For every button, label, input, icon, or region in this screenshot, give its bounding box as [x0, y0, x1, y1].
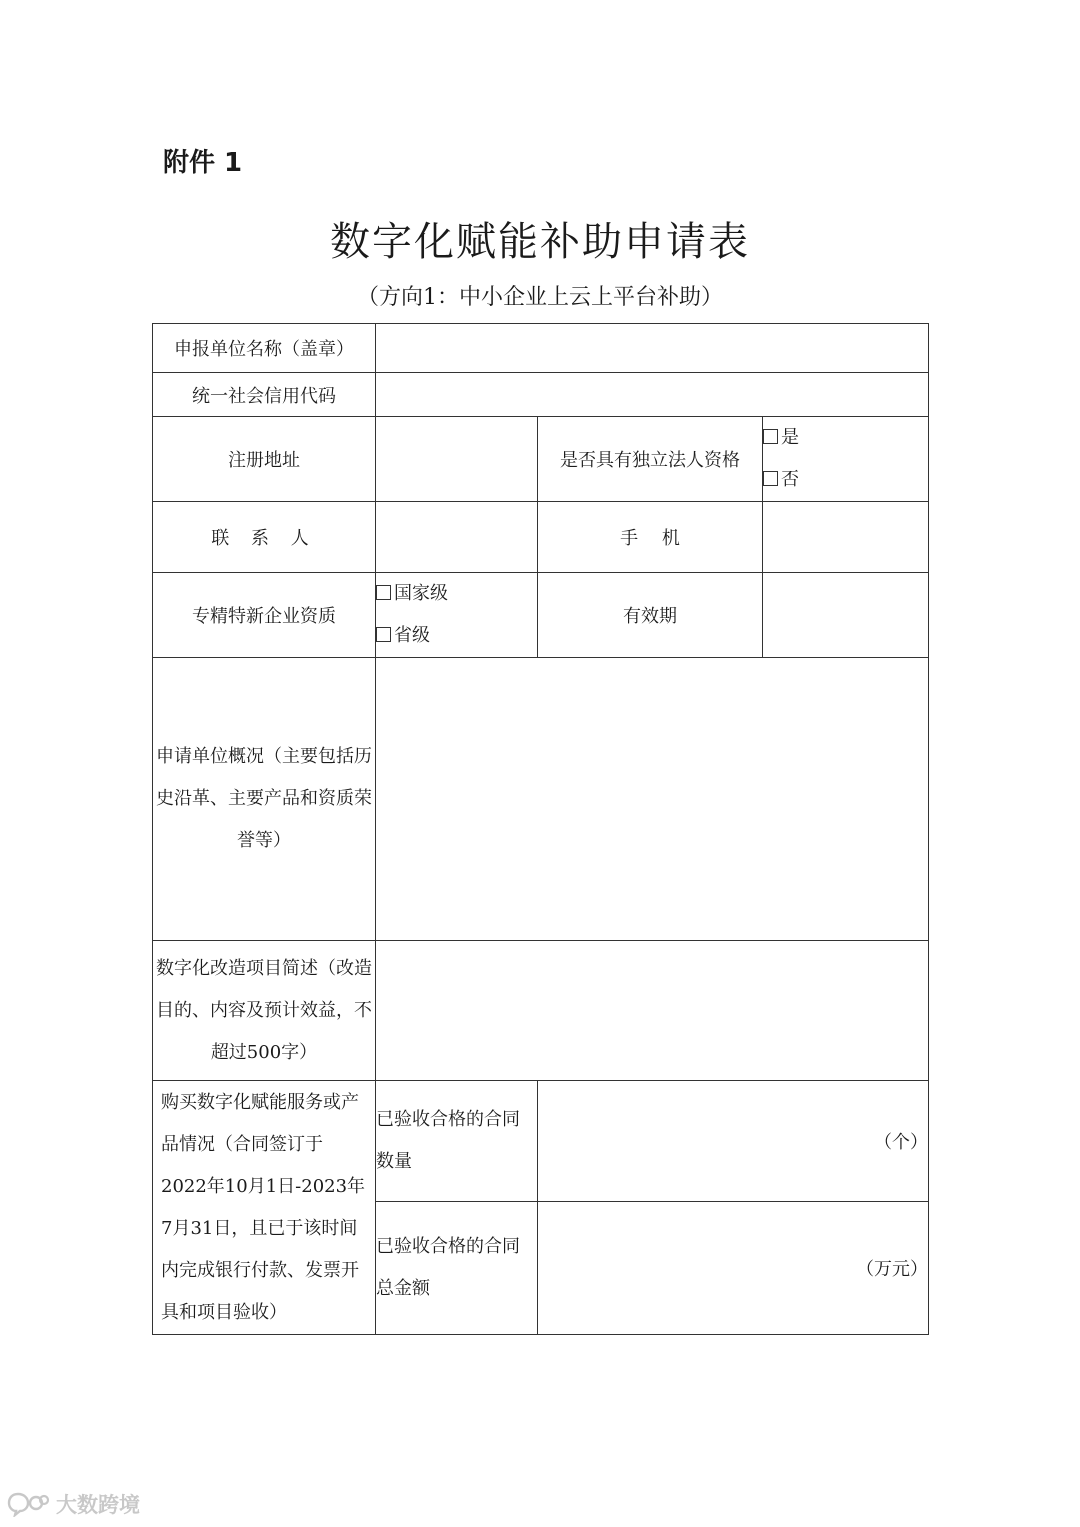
checkbox-icon[interactable] — [376, 627, 391, 642]
mobile-field[interactable] — [763, 502, 929, 573]
validity-field[interactable] — [763, 573, 929, 658]
contract-amount-label: 已验收合格的合同总金额 — [376, 1202, 538, 1335]
row-project — [153, 941, 929, 1081]
contact-field[interactable] — [376, 502, 538, 573]
credit-code-field[interactable] — [376, 373, 929, 417]
row-contact — [153, 502, 929, 573]
address-field[interactable] — [376, 417, 538, 502]
contract-count-label: 已验收合格的合同数量 — [376, 1081, 538, 1202]
mobile-label: 手 机 — [538, 502, 763, 573]
contract-amount-field[interactable] — [538, 1202, 929, 1335]
applicant-name-field[interactable] — [376, 324, 929, 373]
application-form-table — [152, 323, 929, 1335]
credit-code-label: 统一社会信用代码 — [153, 373, 376, 417]
contract-count-unit: （个） — [874, 1132, 929, 1153]
form-subtitle: （方向1：中小企业上云上平台补助） — [357, 285, 723, 310]
checkbox-icon[interactable] — [376, 585, 391, 600]
checkbox-icon[interactable] — [763, 429, 778, 444]
project-field[interactable] — [376, 941, 929, 1081]
legal-person-label: 是否具有独立法人资格 — [538, 417, 763, 502]
legal-person-options — [763, 417, 929, 502]
checkbox-icon[interactable] — [763, 471, 778, 486]
contact-label: 联 系 人 — [153, 502, 376, 573]
row-address — [153, 417, 929, 502]
contract-count-field[interactable] — [538, 1081, 929, 1202]
purchase-label: 购买数字化赋能服务或产品情况（合同签订于2022年10月1日-2023年7月31日，且已于该时间内完成银行付款、发票开具和项目验收） — [153, 1081, 376, 1335]
applicant-name-label: 申报单位名称（盖章） — [153, 324, 376, 373]
row-overview — [153, 658, 929, 941]
contract-amount-unit: （万元） — [856, 1259, 929, 1280]
overview-label: 申请单位概况（主要包括历史沿革、主要产品和资质荣誉等） — [153, 658, 376, 941]
row-credit-code — [153, 373, 929, 417]
level-provincial-option[interactable]: 省级 — [376, 615, 537, 657]
project-label: 数字化改造项目简述（改造目的、内容及预计效益，不超过500字） — [153, 941, 376, 1081]
qualification-options — [376, 573, 538, 658]
validity-label: 有效期 — [538, 573, 763, 658]
row-applicant-name — [153, 324, 929, 373]
qualification-label: 专精特新企业资质 — [153, 573, 376, 658]
row-qualification — [153, 573, 929, 658]
watermark — [6, 1490, 140, 1518]
level-national-option[interactable]: 国家级 — [376, 573, 537, 615]
chat-bubble-logo-icon — [6, 1491, 50, 1517]
overview-field[interactable] — [376, 658, 929, 941]
watermark-text: 大数跨境 — [56, 1493, 140, 1517]
row-contract-count — [153, 1081, 929, 1202]
address-label: 注册地址 — [153, 417, 376, 502]
legal-no-option[interactable]: 否 — [763, 459, 928, 501]
legal-yes-option[interactable]: 是 — [763, 417, 928, 459]
attachment-label: 附件 1 — [163, 148, 243, 178]
form-title: 数字化赋能补助申请表 — [330, 219, 750, 265]
